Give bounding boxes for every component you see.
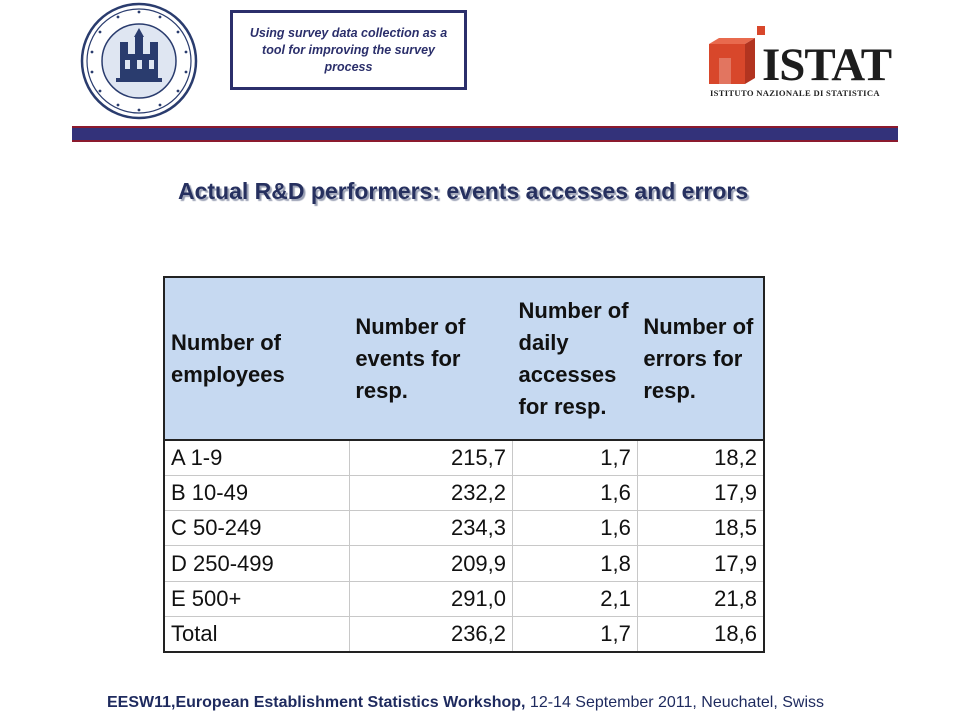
table-cell: 232,2	[349, 475, 512, 510]
table-cell: 18,2	[637, 440, 764, 475]
table-row	[164, 511, 764, 546]
table-cell: 18,6	[637, 617, 764, 652]
table-cell: 17,9	[637, 546, 764, 581]
table-cell: Total	[164, 617, 349, 652]
table-cell: 1,6	[513, 511, 638, 546]
istat-wordmark: ISTAT	[762, 39, 892, 91]
table-cell: B 10-49	[164, 475, 349, 510]
table-row	[164, 475, 764, 510]
table-row-total	[164, 617, 764, 652]
table-cell: 1,6	[513, 475, 638, 510]
table-cell: 17,9	[637, 475, 764, 510]
slide-heading: Actual R&D performers: events accesses and errors	[178, 178, 749, 204]
presentation-title-text: Using survey data collection as a tool for improving the survey process	[249, 25, 448, 74]
table-row	[164, 546, 764, 581]
data-table	[163, 276, 765, 653]
table-cell: E 500+	[164, 581, 349, 616]
presentation-title-box	[230, 10, 467, 90]
university-seal-logo	[80, 2, 198, 120]
column-header: Number of daily accesses for resp.	[513, 277, 638, 440]
column-header: Number of errors for resp.	[637, 277, 764, 440]
istat-logo	[685, 22, 895, 102]
table-header-row	[164, 277, 764, 440]
table-cell: 234,3	[349, 511, 512, 546]
table-cell: 1,7	[513, 440, 638, 475]
istat-cube-icon	[685, 22, 765, 88]
table-cell: A 1-9	[164, 440, 349, 475]
table-row	[164, 581, 764, 616]
table-cell: 2,1	[513, 581, 638, 616]
table-cell: C 50-249	[164, 511, 349, 546]
table-cell: 236,2	[349, 617, 512, 652]
table-cell: 215,7	[349, 440, 512, 475]
table-cell: 209,9	[349, 546, 512, 581]
istat-subtitle: ISTITUTO NAZIONALE DI STATISTICA	[710, 88, 880, 98]
column-header: Number of events for resp.	[349, 277, 512, 440]
table-cell: D 250-499	[164, 546, 349, 581]
slide-footer	[107, 694, 824, 712]
footer-workshop-name: EESW11,European Establishment Statistics Workshop,	[107, 694, 526, 711]
table-cell: 18,5	[637, 511, 764, 546]
table-cell: 1,8	[513, 546, 638, 581]
table-cell: 1,7	[513, 617, 638, 652]
table-cell: 291,0	[349, 581, 512, 616]
header-divider-bar	[72, 126, 898, 142]
footer-date-location: 12-14 September 2011, Neuchatel, Swiss	[525, 694, 825, 711]
table-row	[164, 440, 764, 475]
table-cell: 21,8	[637, 581, 764, 616]
column-header: Number of employees	[164, 277, 349, 440]
